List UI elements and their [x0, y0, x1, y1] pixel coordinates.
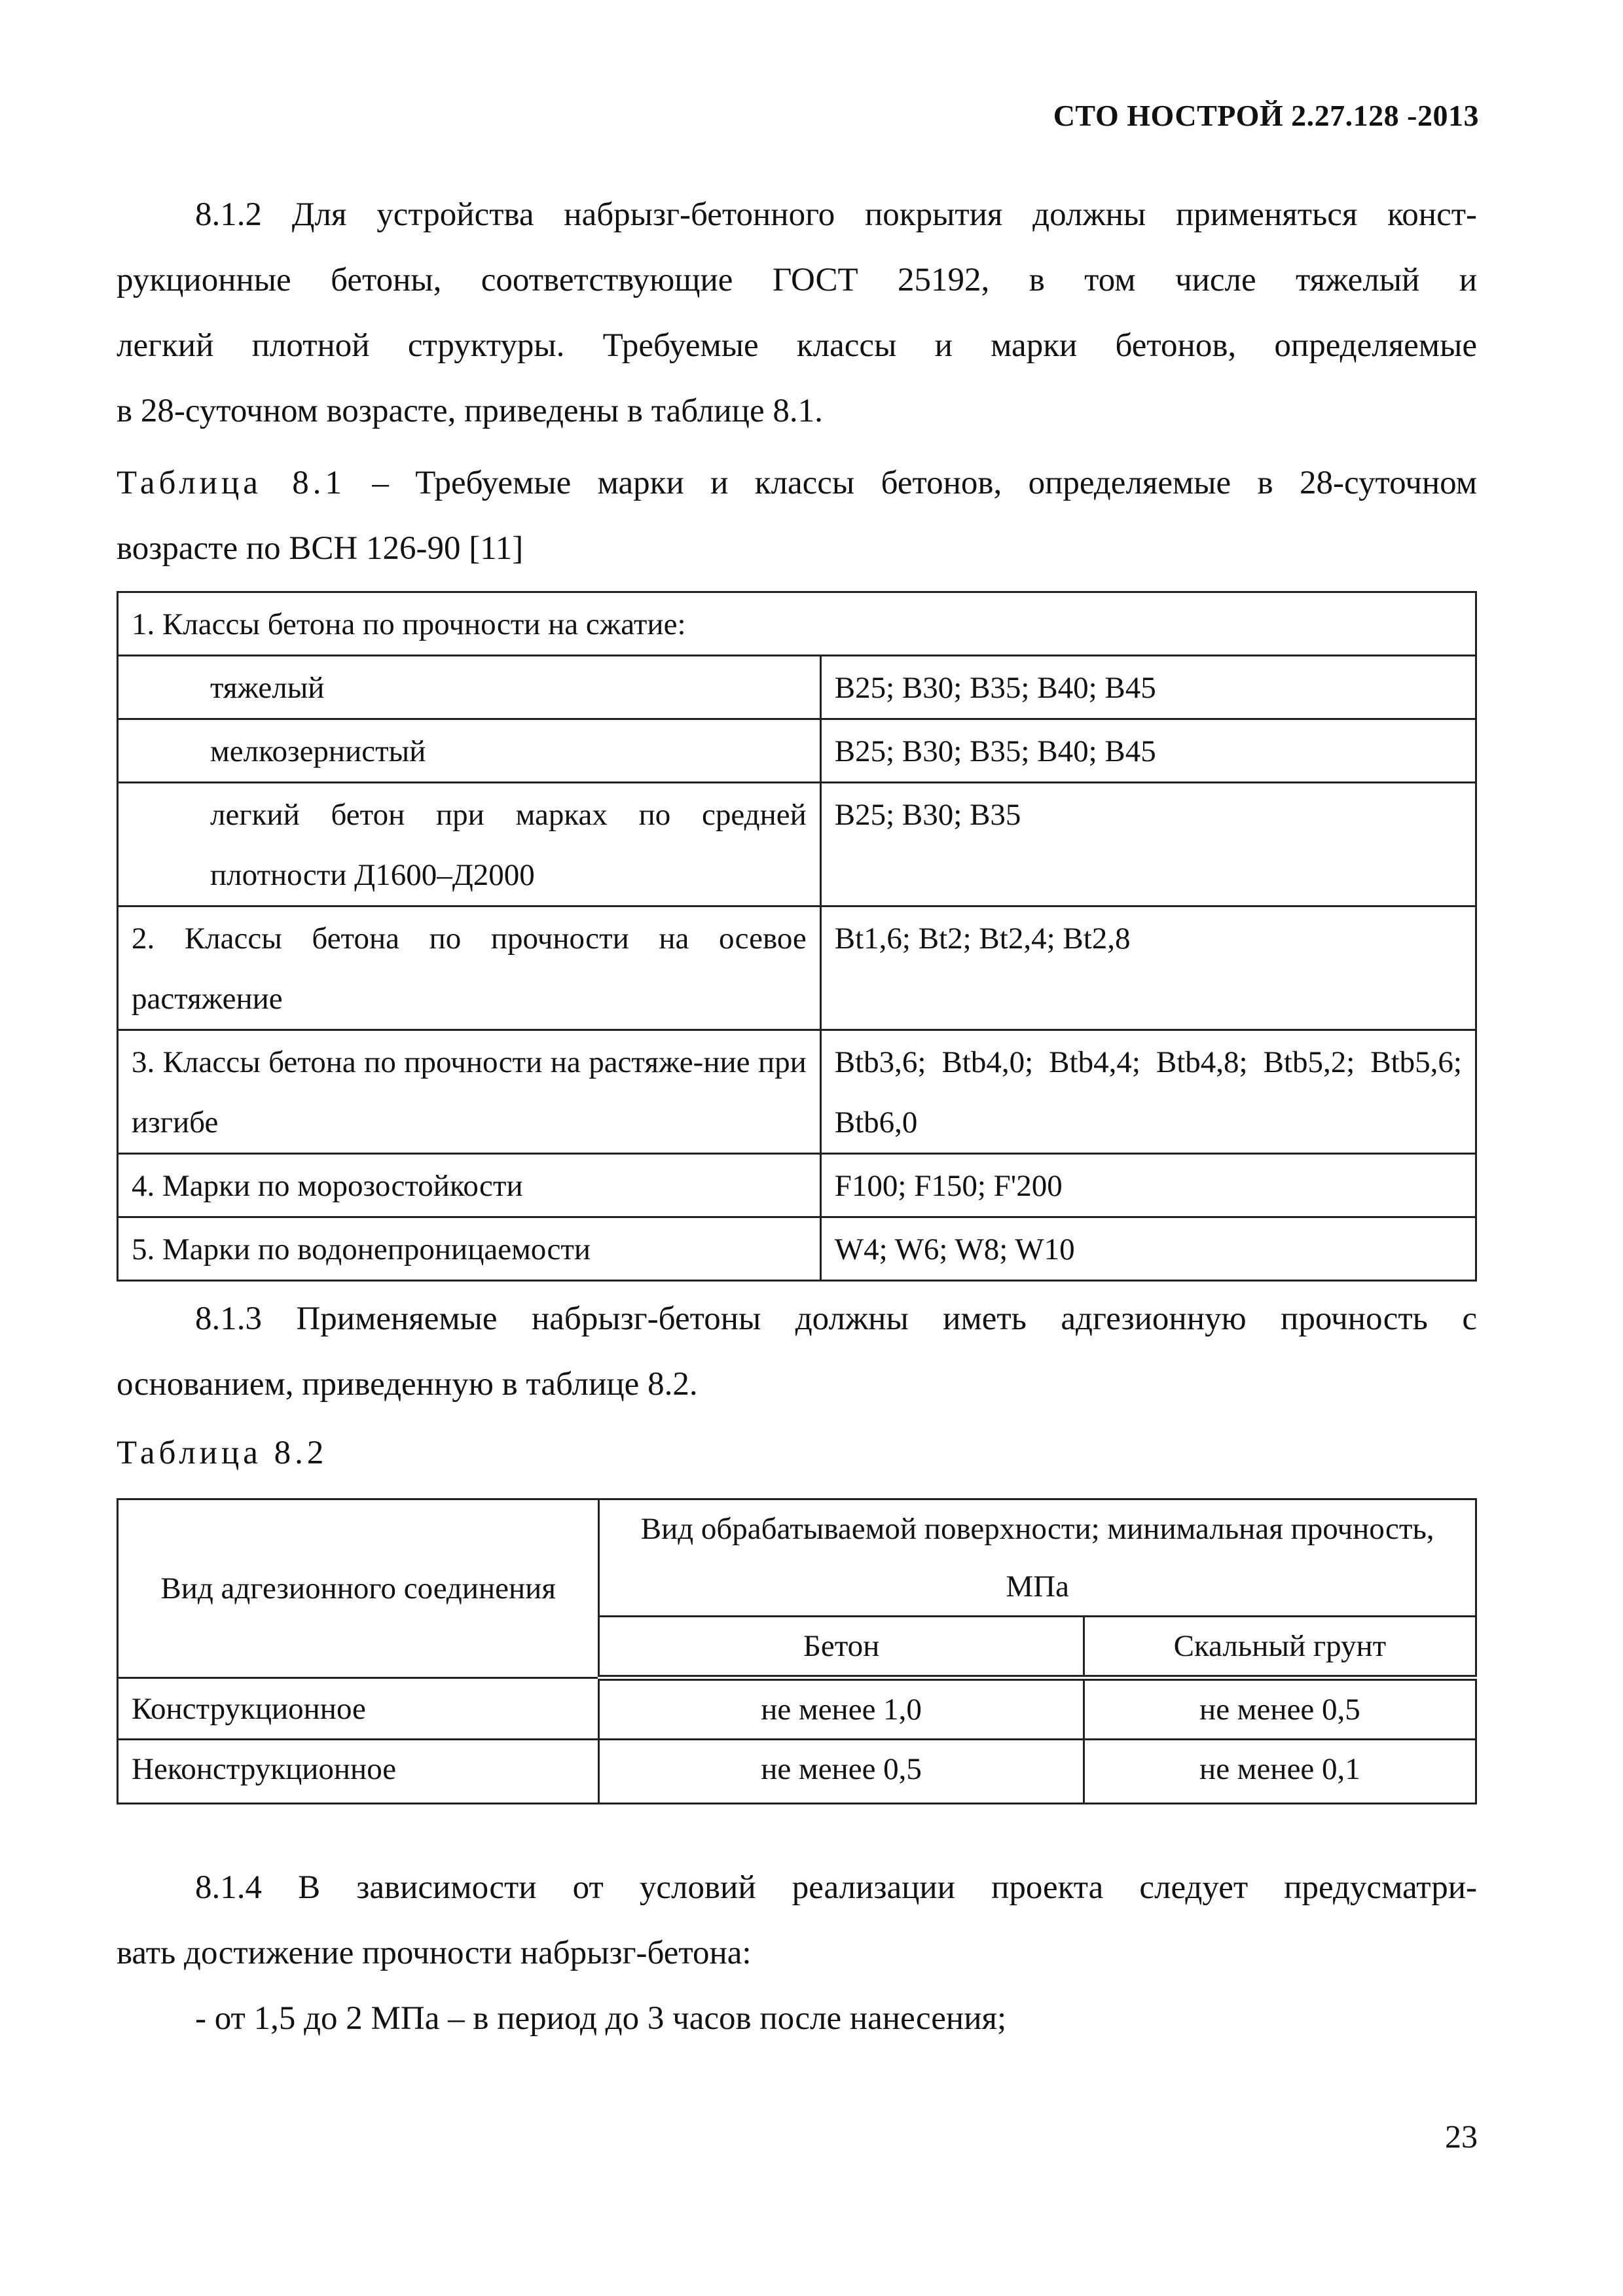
table-row: [118, 1030, 1476, 1154]
column-header-joint-type: Вид адгезионного соединения: [118, 1499, 599, 1678]
property-cell: 2. Классы бетона по прочности на осевое растяжение: [118, 906, 821, 1030]
table-row: [118, 656, 1476, 719]
table-row: [118, 1217, 1476, 1281]
table-8-2-caption: [117, 1420, 1477, 1486]
table-8-1: [117, 591, 1477, 1282]
table-8-2: [117, 1498, 1477, 1804]
paragraph-line: 8.1.3 Применяемые набрызг-бетоны должны иметь адгезионную прочность с: [195, 1300, 1477, 1337]
table-row: [118, 783, 1476, 906]
table-row: [118, 1154, 1476, 1217]
caption-line: возрасте по ВСН 126-90 [11]: [117, 530, 524, 567]
paragraph-line: легкий плотной структуры. Требуемые классы и марки бетонов, определяемые: [117, 327, 1477, 364]
paragraph-line: в 28-суточном возрасте, приведены в таблице 8.1.: [117, 393, 823, 429]
paragraph-line: 8.1.2 Для устройства набрызг-бетонного покрытия должны применяться конст-: [195, 196, 1477, 233]
table-row: [118, 906, 1476, 1030]
table-row: [118, 719, 1476, 783]
concrete-strength-cell: не менее 0,5: [599, 1740, 1084, 1804]
property-cell: 3. Классы бетона по прочности на растяже-ние при изгибе: [118, 1030, 821, 1154]
caption-text: – Требуемые марки и классы бетонов, определяемые в 28-суточном: [346, 465, 1477, 501]
grade-values-cell: W4; W6; W8; W10: [820, 1217, 1476, 1281]
joint-type-cell: Конструкционное: [118, 1678, 599, 1740]
concrete-type-cell: легкий бетон при марках по средней плотности Д1600–Д2000: [118, 783, 821, 906]
section-header-cell: 1. Классы бетона по прочности на сжатие:: [118, 592, 1476, 656]
table-header-row: [118, 1499, 1476, 1617]
page-number: 23: [1445, 2118, 1478, 2155]
concrete-type-cell: мелкозернистый: [118, 719, 821, 783]
paragraph-line: основанием, приведенную в таблице 8.2.: [117, 1366, 698, 1403]
class-values-cell: Bt1,6; Bt2; Bt2,4; Bt2,8: [820, 906, 1476, 1030]
paragraph-8-1-2: [117, 182, 1477, 444]
column-group-header: Вид обрабатываемой поверхности; минимальная прочность, МПа: [599, 1499, 1476, 1617]
paragraph-line: 8.1.4 В зависимости от условий реализации проекта следует предусматри-: [195, 1869, 1477, 1906]
table-row: [118, 1740, 1476, 1804]
class-values-cell: В25; В30; В35; В40; В45: [820, 656, 1476, 719]
rock-strength-cell: не менее 0,5: [1084, 1678, 1476, 1740]
class-values-cell: Btb3,6; Btb4,0; Btb4,4; Btb4,8; Btb5,2; Btb5,6; Btb6,0: [820, 1030, 1476, 1154]
concrete-strength-cell: не менее 1,0: [599, 1678, 1084, 1740]
property-cell: 4. Марки по морозостойкости: [118, 1154, 821, 1217]
column-header-rock: Скальный грунт: [1084, 1617, 1476, 1678]
table-label: Таблица 8.2: [117, 1435, 328, 1471]
caption-line: [117, 450, 1477, 516]
list-item: - от 1,5 до 2 МПа – в период до 3 часов после нанесения;: [195, 2000, 1007, 2037]
table-label: Таблица 8.1: [117, 465, 346, 501]
document-code-header: СТО НОСТРОЙ 2.27.128 -2013: [1053, 99, 1479, 132]
joint-type-cell: Неконструкционное: [118, 1740, 599, 1804]
paragraph-line: рукционные бетоны, соответствующие ГОСТ 25192, в том числе тяжелый и: [117, 262, 1477, 298]
class-values-cell: В25; В30; В35; В40; В45: [820, 719, 1476, 783]
property-cell: 5. Марки по водонепроницаемости: [118, 1217, 821, 1281]
class-values-cell: В25; В30; В35: [820, 783, 1476, 906]
table-row: [118, 592, 1476, 656]
table-8-1-caption: [117, 450, 1477, 581]
paragraph-8-1-3: [117, 1286, 1477, 1417]
concrete-type-cell: тяжелый: [118, 656, 821, 719]
paragraph-8-1-4: [117, 1855, 1477, 2051]
table-row: [118, 1678, 1476, 1740]
column-header-concrete: Бетон: [599, 1617, 1084, 1678]
grade-values-cell: F100; F150; F'200: [820, 1154, 1476, 1217]
rock-strength-cell: не менее 0,1: [1084, 1740, 1476, 1804]
paragraph-line: вать достижение прочности набрызг-бетона:: [117, 1935, 752, 1971]
